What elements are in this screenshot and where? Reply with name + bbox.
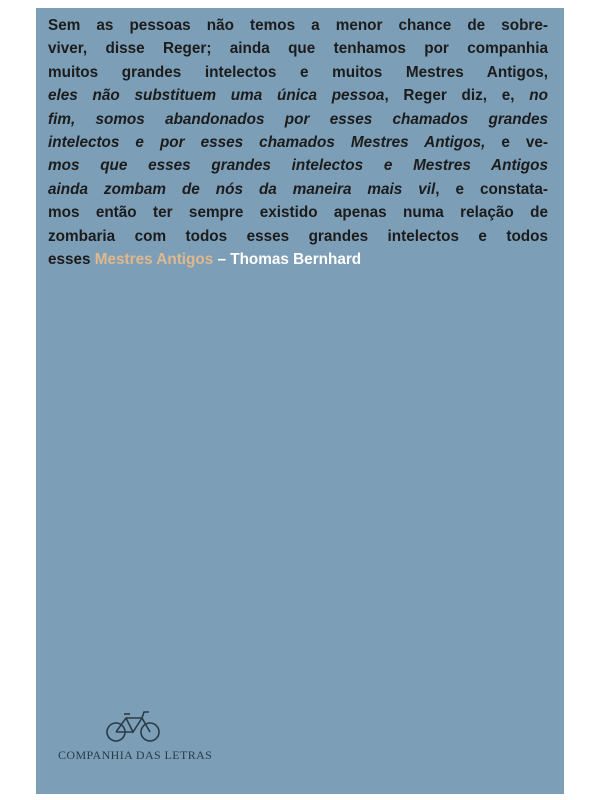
publisher-name: COMPANHIA DAS LETRAS bbox=[58, 748, 213, 762]
blurb-line-8: ainda zombam de nós da maneira mais vil, e constata- bbox=[48, 180, 548, 198]
italic-phrase: no bbox=[529, 87, 548, 105]
blurb-line-10: zombaria com todos esses grandes intelectos e todos bbox=[48, 227, 548, 245]
blurb-line-3: muitos grandes intelectos e muitos Mestres Antigos, bbox=[48, 63, 548, 81]
blurb-line-11: esses Mestres Antigos – Thomas Bernhard bbox=[48, 250, 362, 268]
publisher-logo bbox=[58, 708, 218, 764]
italic-phrase: eles não substituem uma única pessoa bbox=[48, 87, 385, 105]
blurb-line-2: viver, disse Reger; ainda que tenhamos por companhia bbox=[48, 40, 548, 58]
blurb-line-6: intelectos e por esses chamados Mestres Antigos, e ve- bbox=[48, 133, 548, 151]
book-title: Mestres Antigos bbox=[94, 250, 214, 268]
blurb-line-9: mos então ter sempre existido apenas numa relação de bbox=[48, 204, 548, 222]
blurb-line-5: fim, somos abandonados por esses chamados grandes bbox=[48, 110, 548, 128]
blurb-line-1: Sem as pessoas não temos a menor chance de sobre- bbox=[48, 17, 548, 34]
blurb-line-4: eles não substituem uma única pessoa, Reger diz, e, no bbox=[48, 87, 548, 105]
author-credit: – Thomas Bernhard bbox=[217, 250, 362, 268]
bicycle-icon bbox=[102, 708, 164, 744]
blurb-line-7: mos que esses grandes intelectos e Mestres Antigos bbox=[48, 157, 548, 175]
quote-blurb bbox=[48, 14, 548, 271]
